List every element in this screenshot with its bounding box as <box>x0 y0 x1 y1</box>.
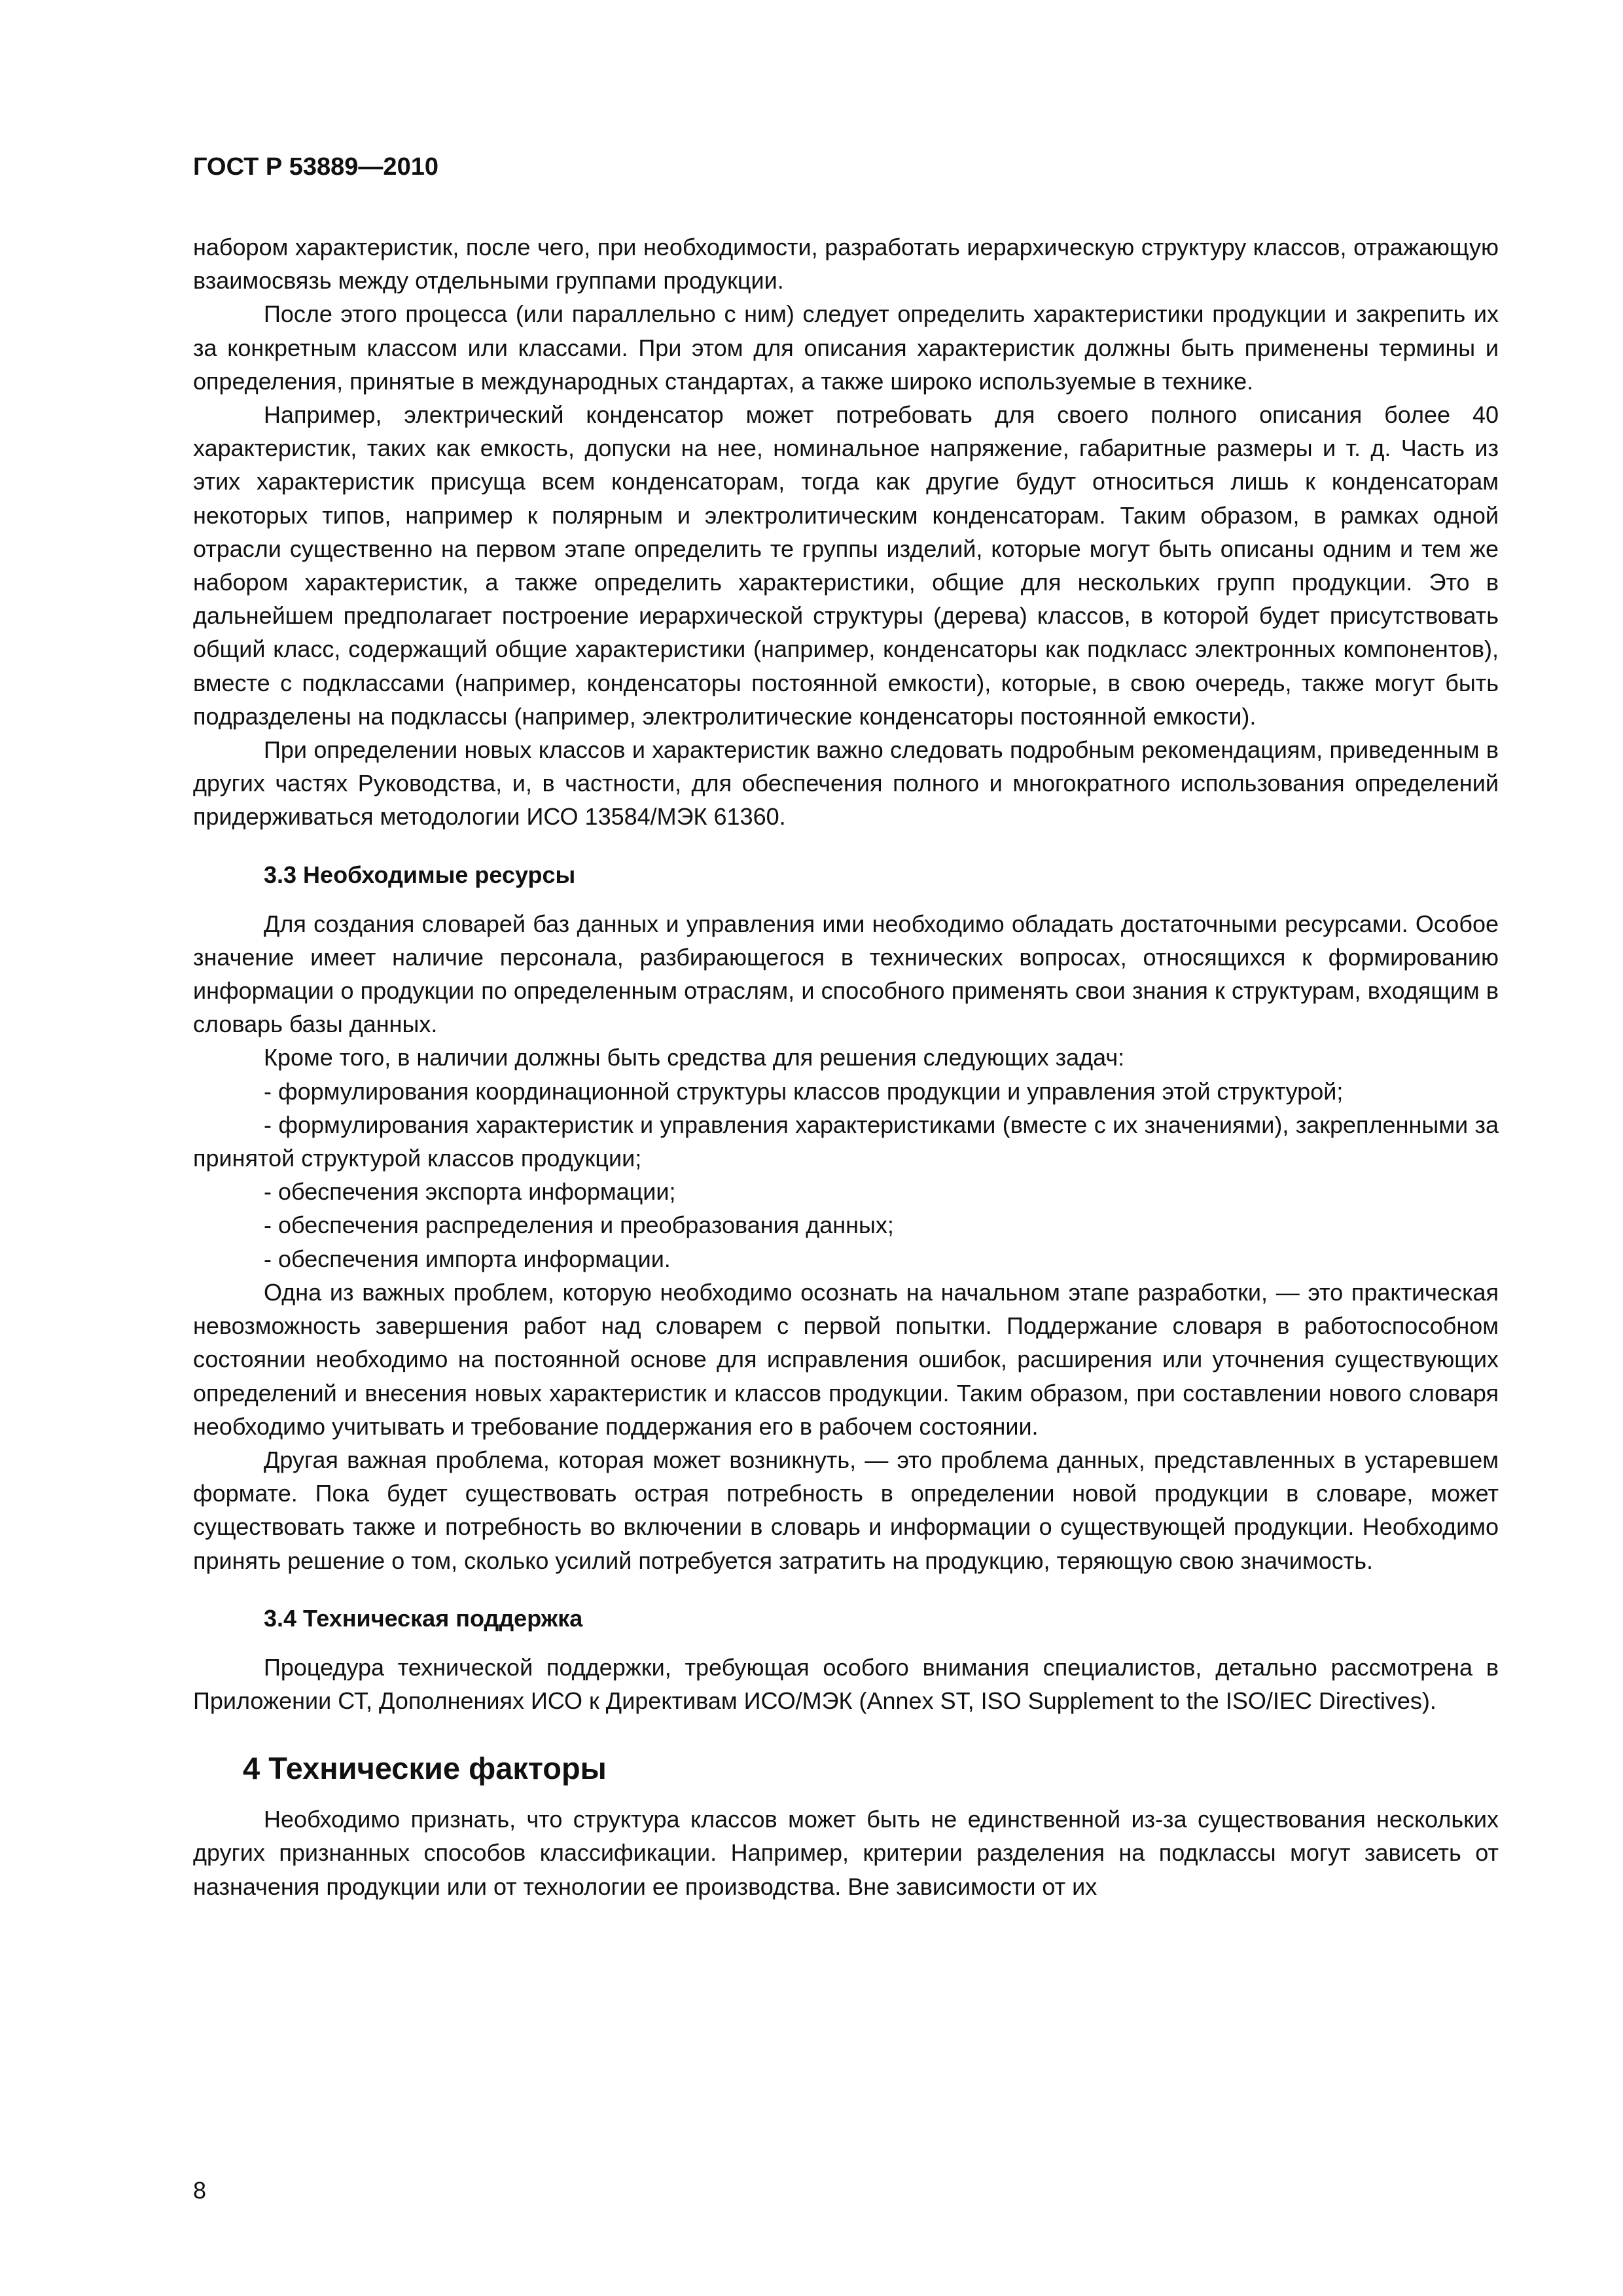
page-number: 8 <box>193 2177 207 2204</box>
document-code-header: ГОСТ Р 53889—2010 <box>193 153 438 181</box>
section-3-3-heading: 3.3 Необходимые ресурсы <box>264 861 576 888</box>
paragraph-define-characteristics: После этого процесса (или параллельно с ним) следует определить характеристики продукции и закрепить их за конкретным классом или классами. При этом для описания характеристик должны быть применены термины и определения, принятые в международных стандартах, а также широко используемые в технике. <box>193 300 1499 395</box>
paragraph-recommendations: При определении новых классов и характеристик важно следовать подробным рекомендациям, приведенным в других частях Руководства, и, в частности, для обеспечения полного и многократного использования определений придерживаться методологии ИСО 13584/МЭК 61360. <box>193 736 1499 831</box>
list-item: - обеспечения импорта информации. <box>264 1245 671 1272</box>
list-item: - формулирования координационной структуры классов продукции и управления этой структурой; <box>264 1077 1344 1105</box>
paragraph-technical-factors: Необходимо признать, что структура классов может быть не единственной из-за существования нескольких других признанных способов классификации. Например, критерии разделения на подклассы могут зависеть от назначения продукции или от технологии ее производства. Вне зависимости от их <box>193 1806 1499 1900</box>
section-3-4-heading: 3.4 Техническая поддержка <box>264 1604 583 1632</box>
document-page <box>193 151 1499 1903</box>
list-item: - обеспечения экспорта информации; <box>264 1178 676 1206</box>
list-item: - обеспечения распределения и преобразования данных; <box>264 1211 894 1239</box>
paragraph-technical-support: Процедура технической поддержки, требующая особого внимания специалистов, детально рассмотрена в Приложении СТ, Дополнениях ИСО к Директивам ИСО/МЭК (Annex ST, ISO Supplement to the ISO/IEC Directives). <box>193 1653 1499 1714</box>
paragraph-resources: Для создания словарей баз данных и управления ими необходимо обладать достаточными ресурсами. Особое значение имеет наличие персонала, разбирающегося в технических вопросах, относящихся к формированию информации о продукции по определенным отраслям, и способного применять свои знания к структурам, входящим в словарь базы данных. <box>193 910 1499 1038</box>
section-4-heading: 4 Технические факторы <box>243 1751 607 1786</box>
paragraph-legacy-data: Другая важная проблема, которая может возникнуть, — это проблема данных, представленных в устаревшем формате. Пока будет существовать острая потребность в определении новой продукции в словаре, может существовать также и потребность во включении в словарь и информации о существующей продукции. Необходимо принять решение о том, сколько усилий потребуется затратить на продукцию, теряющую свою значимость. <box>193 1446 1499 1574</box>
paragraph-tasks-intro: Кроме того, в наличии должны быть средства для решения следующих задач: <box>264 1044 1125 1071</box>
paragraph-dictionary-maintenance: Одна из важных проблем, которую необходимо осознать на начальном этапе разработки, — это практическая невозможность завершения работ над словарем с первой попытки. Поддержание словаря в работоспособном состоянии необходимо на постоянной основе для исправления ошибок, расширения или уточнения существующих определений и внесения новых характеристик и классов продукции. Таким образом, при составлении нового словаря необходимо учитывать и требование поддержания его в рабочем состоянии. <box>193 1278 1499 1440</box>
continued-paragraph: набором характеристик, после чего, при необходимости, разработать иерархическую структуру классов, отражающую взаимосвязь между отдельными группами продукции. <box>193 234 1499 295</box>
list-item: - формулирования характеристик и управления характеристиками (вместе с их значениями), закрепленными за принятой структурой классов продукции; <box>193 1111 1499 1172</box>
paragraph-capacitor-example: Например, электрический конденсатор может потребовать для своего полного описания более 40 характеристик, таких как емкость, допуски на нее, номинальное напряжение, габаритные размеры и т. д. Часть из этих характеристик присуща всем конденсаторам, тогда как другие будут относиться лишь к конденсаторам некоторых типов, например к полярным и электролитическим конденсаторам. Таким образом, в рамках одной отрасли существенно на первом этапе определить те группы изделий, которые могут быть описаны одним и тем же набором характеристик, а также определить характеристики, общие для нескольких групп продукции. Это в дальнейшем предполагает построение иерархической структуры (дерева) классов, в которой будет присутствовать общий класс, содержащий общие характеристики (например, конденсаторы как подкласс электронных компонентов), вместе с подклассами (например, конденсаторы постоянной емкости), которые, в свою очередь, также могут быть подразделены на подклассы (например, электролитические конденсаторы постоянной емкости). <box>193 401 1499 730</box>
